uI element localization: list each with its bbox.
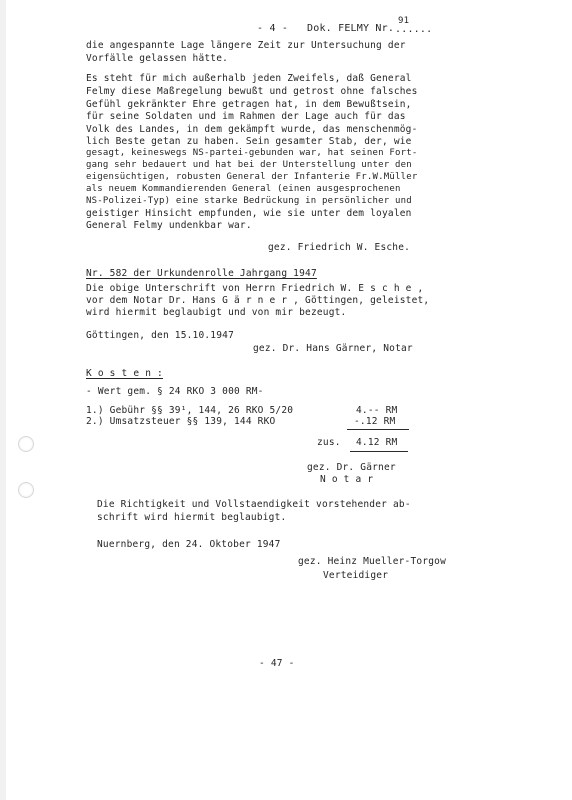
defender-signature: gez. Heinz Mueller-Torgow [298, 556, 446, 567]
body-line: die angespannte Lage längere Zeit zur Untersuchung der [86, 40, 406, 51]
kosten-total-amount: 4.12 RM [356, 437, 398, 448]
signature-esche: gez. Friedrich W. Esche. [268, 242, 411, 253]
body-line: gesagt, keineswegs NS-partei-gebunden war, hat seinen Fort- [86, 148, 418, 158]
body-line: Vorfälle gelassen hätte. [86, 53, 229, 64]
document-label: Dok. FELMY Nr. [307, 23, 395, 34]
kosten-heading: K o s t e n : [86, 368, 163, 379]
page-number: - 47 - [259, 658, 295, 669]
body-line: eigensüchtigen, robusten General der Infanterie Fr.W.Müller [86, 172, 418, 182]
document-number: 91 [398, 16, 410, 26]
final-place-date: Nuernberg, den 24. Oktober 1947 [97, 539, 281, 550]
body-line: als neuem Kommandierenden General (einen ausgesprochenen [86, 184, 401, 194]
body-line: lich Beste getan zu haben. Sein gesamter Stab, der, wie [86, 136, 412, 147]
urkunde-place-date: Göttingen, den 15.10.1947 [86, 330, 234, 341]
defender-title: Verteidiger [323, 570, 389, 581]
certification-line: schrift wird hiermit beglaubigt. [97, 512, 287, 523]
kosten-item-label: 1.) Gebühr §§ 39¹, 144, 26 RKO 5/20 [86, 405, 294, 416]
punch-hole-lower [18, 482, 34, 498]
kosten-item-amount: 4.-- RM [356, 405, 398, 416]
body-line: Gefühl gekränkter Ehre getragen hat, in dem Bewußtsein, [86, 99, 412, 110]
page-marker: - 4 - [257, 23, 289, 34]
punch-hole-upper [18, 436, 34, 452]
document-number-dots: ...... [395, 24, 433, 35]
urkunde-line: vor dem Notar Dr. Hans G ä r n e r , Göttingen, geleistet, [86, 295, 430, 306]
kosten-wert: - Wert gem. § 24 RKO 3 000 RM- [86, 386, 264, 397]
sum-rule [347, 429, 409, 430]
body-line: Felmy diese Maßregelung bewußt und getrost ohne falsches [86, 86, 418, 97]
notary-sig-title: N o t a r [320, 474, 374, 485]
certification-line: Die Richtigkeit und Vollstaendigkeit vorstehender ab- [97, 499, 411, 510]
scan-edge [0, 0, 6, 800]
kosten-item-label: 2.) Umsatzsteuer §§ 139, 144 RKO [86, 416, 276, 427]
urkunde-line: Die obige Unterschrift von Herrn Friedrich W. E s c h e , [86, 283, 424, 294]
body-line: für seine Soldaten und im Rahmen der Lage auch für das [86, 111, 406, 122]
body-line: Volk des Landes, in dem gekämpft wurde, das menschenmög- [86, 124, 418, 135]
notary-signature: gez. Dr. Hans Gärner, Notar [253, 343, 413, 354]
total-underline [350, 451, 408, 452]
urkunde-line: wird hiermit beglaubigt und von mir bezeugt. [86, 307, 347, 318]
kosten-total-label: zus. [317, 437, 341, 448]
notary-sig-name: gez. Dr. Gärner [307, 462, 396, 473]
body-line: General Felmy undenkbar war. [86, 220, 252, 231]
kosten-item-amount: -.12 RM [354, 416, 396, 427]
body-line: Es steht für mich außerhalb jeden Zweifels, daß General [86, 73, 412, 84]
body-line: NS-Polizei-Typ) eine starke Bedrückung in persönlicher und [86, 196, 412, 206]
urkunde-heading: Nr. 582 der Urkundenrolle Jahrgang 1947 [86, 268, 317, 279]
body-line: geistiger Hinsicht empfunden, wie sie unter dem loyalen [86, 208, 412, 219]
body-line: gang sehr bedauert und hat bei der Unterstellung unter den [86, 160, 412, 170]
